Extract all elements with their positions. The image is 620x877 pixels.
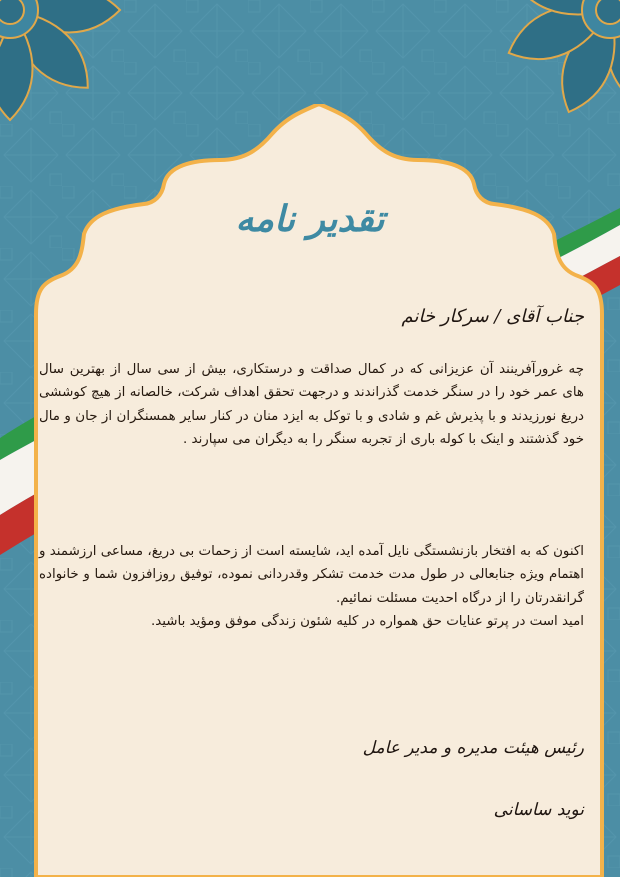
certificate-title: تقدیر نامه (235, 198, 385, 240)
greeting-line: جناب آقای / سرکار خانم (401, 306, 584, 327)
signer-name: نوید ساسانی (493, 800, 584, 820)
certificate-content (36, 0, 584, 877)
body-paragraph-1: چه غرورآفرینند آن عزیزانی که در کمال صداقت و درستکاری، بیش از سی سال از بهترین سال های عمر خود را در سنگر خدمت گذراندند و درجهت تحقق اهداف شرکت، خالصانه از هیچ کوششی دریغ نورزیدند و با پذیرش غم و شادی و با توکل به ایزد منان در کنار سایر همسنگران از جان و مال خود گذشتند و اینک با کوله باری از تجربه سنگر را به دیگران می سپارند . (39, 362, 584, 447)
signer-title: رئیس هیئت مدیره و مدیر عامل (362, 738, 584, 758)
body-paragraph-2: اکنون که به افتخار بازنشستگی نایل آمده اید، شایسته است از زحمات بی دریغ، مساعی ارزشمند و اهتمام ویژه جنابعالی در طول مدت خدمت تشکر وقدردانی نموده، توفیق روزافزون شما و خانواده گرانقدرتان را از درگاه احدیت مسئلت نمائیم. امید است در پرتو عنایات حق همواره در کلیه شئون زندگی موفق ومؤید باشید. (39, 544, 584, 629)
